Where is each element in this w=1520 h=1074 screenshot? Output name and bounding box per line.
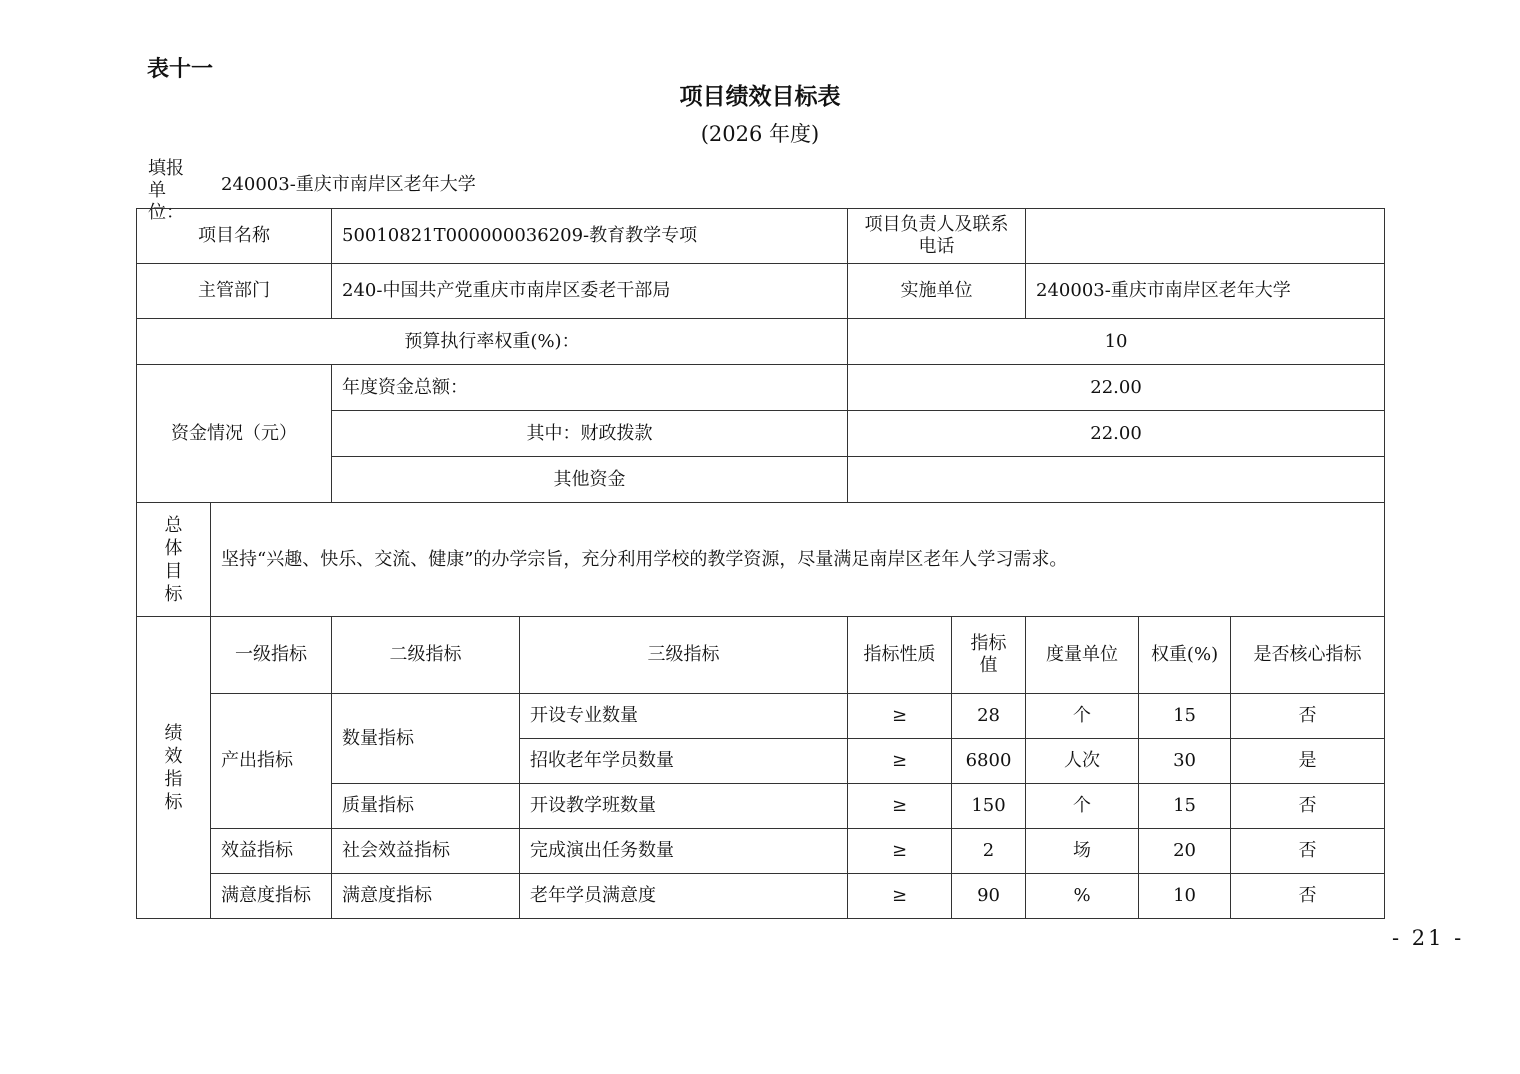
nature-cell: ≥ bbox=[848, 739, 952, 784]
funds-fiscal-label: 其中：财政拨款 bbox=[332, 411, 848, 457]
core-cell: 否 bbox=[1231, 829, 1385, 874]
funds-other-value bbox=[848, 457, 1385, 503]
table-row bbox=[137, 694, 1385, 739]
header-level1: 一级指标 bbox=[211, 617, 332, 694]
funds-total-value: 22.00 bbox=[848, 365, 1385, 411]
weight-cell: 15 bbox=[1139, 784, 1231, 829]
level3-cell: 开设教学班数量 bbox=[520, 784, 848, 829]
core-cell: 否 bbox=[1231, 694, 1385, 739]
goal-row bbox=[137, 503, 1385, 617]
document-title: 项目绩效目标表 bbox=[679, 84, 841, 110]
core-cell: 否 bbox=[1231, 874, 1385, 919]
dept-label: 主管部门 bbox=[137, 264, 332, 319]
value-cell: 28 bbox=[952, 694, 1026, 739]
weight-cell: 10 bbox=[1139, 874, 1231, 919]
level2-satisfaction: 满意度指标 bbox=[332, 874, 520, 919]
nature-cell: ≥ bbox=[848, 694, 952, 739]
indicators-label: 绩效指标 bbox=[164, 722, 183, 813]
funds-total-row bbox=[137, 365, 1385, 411]
table-number: 表十一 bbox=[147, 57, 214, 82]
document-year: (2026 年度) bbox=[700, 122, 820, 146]
table-row bbox=[137, 874, 1385, 919]
unit-cell: 场 bbox=[1026, 829, 1139, 874]
indicators-label-cell bbox=[137, 617, 211, 919]
level1-benefit: 效益指标 bbox=[211, 829, 332, 874]
performance-table bbox=[136, 208, 1385, 919]
project-name-value: 50010821T000000036209-教育教学专项 bbox=[332, 209, 848, 264]
weight-cell: 20 bbox=[1139, 829, 1231, 874]
funds-fiscal-value: 22.00 bbox=[848, 411, 1385, 457]
budget-weight-row bbox=[137, 319, 1385, 365]
weight-cell: 30 bbox=[1139, 739, 1231, 784]
level3-cell: 完成演出任务数量 bbox=[520, 829, 848, 874]
core-cell: 否 bbox=[1231, 784, 1385, 829]
impl-label: 实施单位 bbox=[848, 264, 1026, 319]
reporter-label: 填报单位： bbox=[148, 158, 184, 223]
dept-value: 240-中国共产党重庆市南岸区委老干部局 bbox=[332, 264, 848, 319]
project-name-label: 项目名称 bbox=[137, 209, 332, 264]
project-name-row bbox=[137, 209, 1385, 264]
level3-cell: 招收老年学员数量 bbox=[520, 739, 848, 784]
funds-total-label: 年度资金总额： bbox=[332, 365, 848, 411]
leader-label: 项目负责人及联系电话 bbox=[848, 209, 1026, 264]
header-value-text: 指标值 bbox=[970, 633, 1007, 676]
header-nature: 指标性质 bbox=[848, 617, 952, 694]
funds-other-label: 其他资金 bbox=[332, 457, 848, 503]
level1-satisfaction: 满意度指标 bbox=[211, 874, 332, 919]
unit-cell: 个 bbox=[1026, 784, 1139, 829]
impl-value: 240003-重庆市南岸区老年大学 bbox=[1026, 264, 1385, 319]
nature-cell: ≥ bbox=[848, 829, 952, 874]
unit-cell: 人次 bbox=[1026, 739, 1139, 784]
nature-cell: ≥ bbox=[848, 784, 952, 829]
level3-cell: 开设专业数量 bbox=[520, 694, 848, 739]
header-unit: 度量单位 bbox=[1026, 617, 1139, 694]
header-level2: 二级指标 bbox=[332, 617, 520, 694]
value-cell: 6800 bbox=[952, 739, 1026, 784]
goal-text: 坚持“兴趣、快乐、交流、健康”的办学宗旨，充分利用学校的教学资源，尽量满足南岸区老年人学习需求。 bbox=[211, 503, 1385, 617]
value-cell: 2 bbox=[952, 829, 1026, 874]
level2-quantity: 数量指标 bbox=[332, 694, 520, 784]
value-cell: 90 bbox=[952, 874, 1026, 919]
level3-cell: 老年学员满意度 bbox=[520, 874, 848, 919]
funds-label: 资金情况（元） bbox=[137, 365, 332, 503]
budget-weight-value: 10 bbox=[848, 319, 1385, 365]
goal-label-cell bbox=[137, 503, 211, 617]
weight-cell: 15 bbox=[1139, 694, 1231, 739]
core-cell: 是 bbox=[1231, 739, 1385, 784]
page-number: - 21 - bbox=[1392, 926, 1465, 950]
leader-value bbox=[1026, 209, 1385, 264]
header-value bbox=[952, 617, 1026, 694]
unit-cell: % bbox=[1026, 874, 1139, 919]
table-row bbox=[137, 829, 1385, 874]
budget-weight-label: 预算执行率权重(%)： bbox=[137, 319, 848, 365]
header-core: 是否核心指标 bbox=[1231, 617, 1385, 694]
nature-cell: ≥ bbox=[848, 874, 952, 919]
unit-cell: 个 bbox=[1026, 694, 1139, 739]
reporter-value: 240003-重庆市南岸区老年大学 bbox=[221, 174, 476, 195]
indicator-header-row bbox=[137, 617, 1385, 694]
level2-quality: 质量指标 bbox=[332, 784, 520, 829]
header-level3: 三级指标 bbox=[520, 617, 848, 694]
level2-social-benefit: 社会效益指标 bbox=[332, 829, 520, 874]
department-row bbox=[137, 264, 1385, 319]
header-weight: 权重(%) bbox=[1139, 617, 1231, 694]
goal-label: 总体目标 bbox=[164, 514, 183, 605]
value-cell: 150 bbox=[952, 784, 1026, 829]
level1-output: 产出指标 bbox=[211, 694, 332, 829]
